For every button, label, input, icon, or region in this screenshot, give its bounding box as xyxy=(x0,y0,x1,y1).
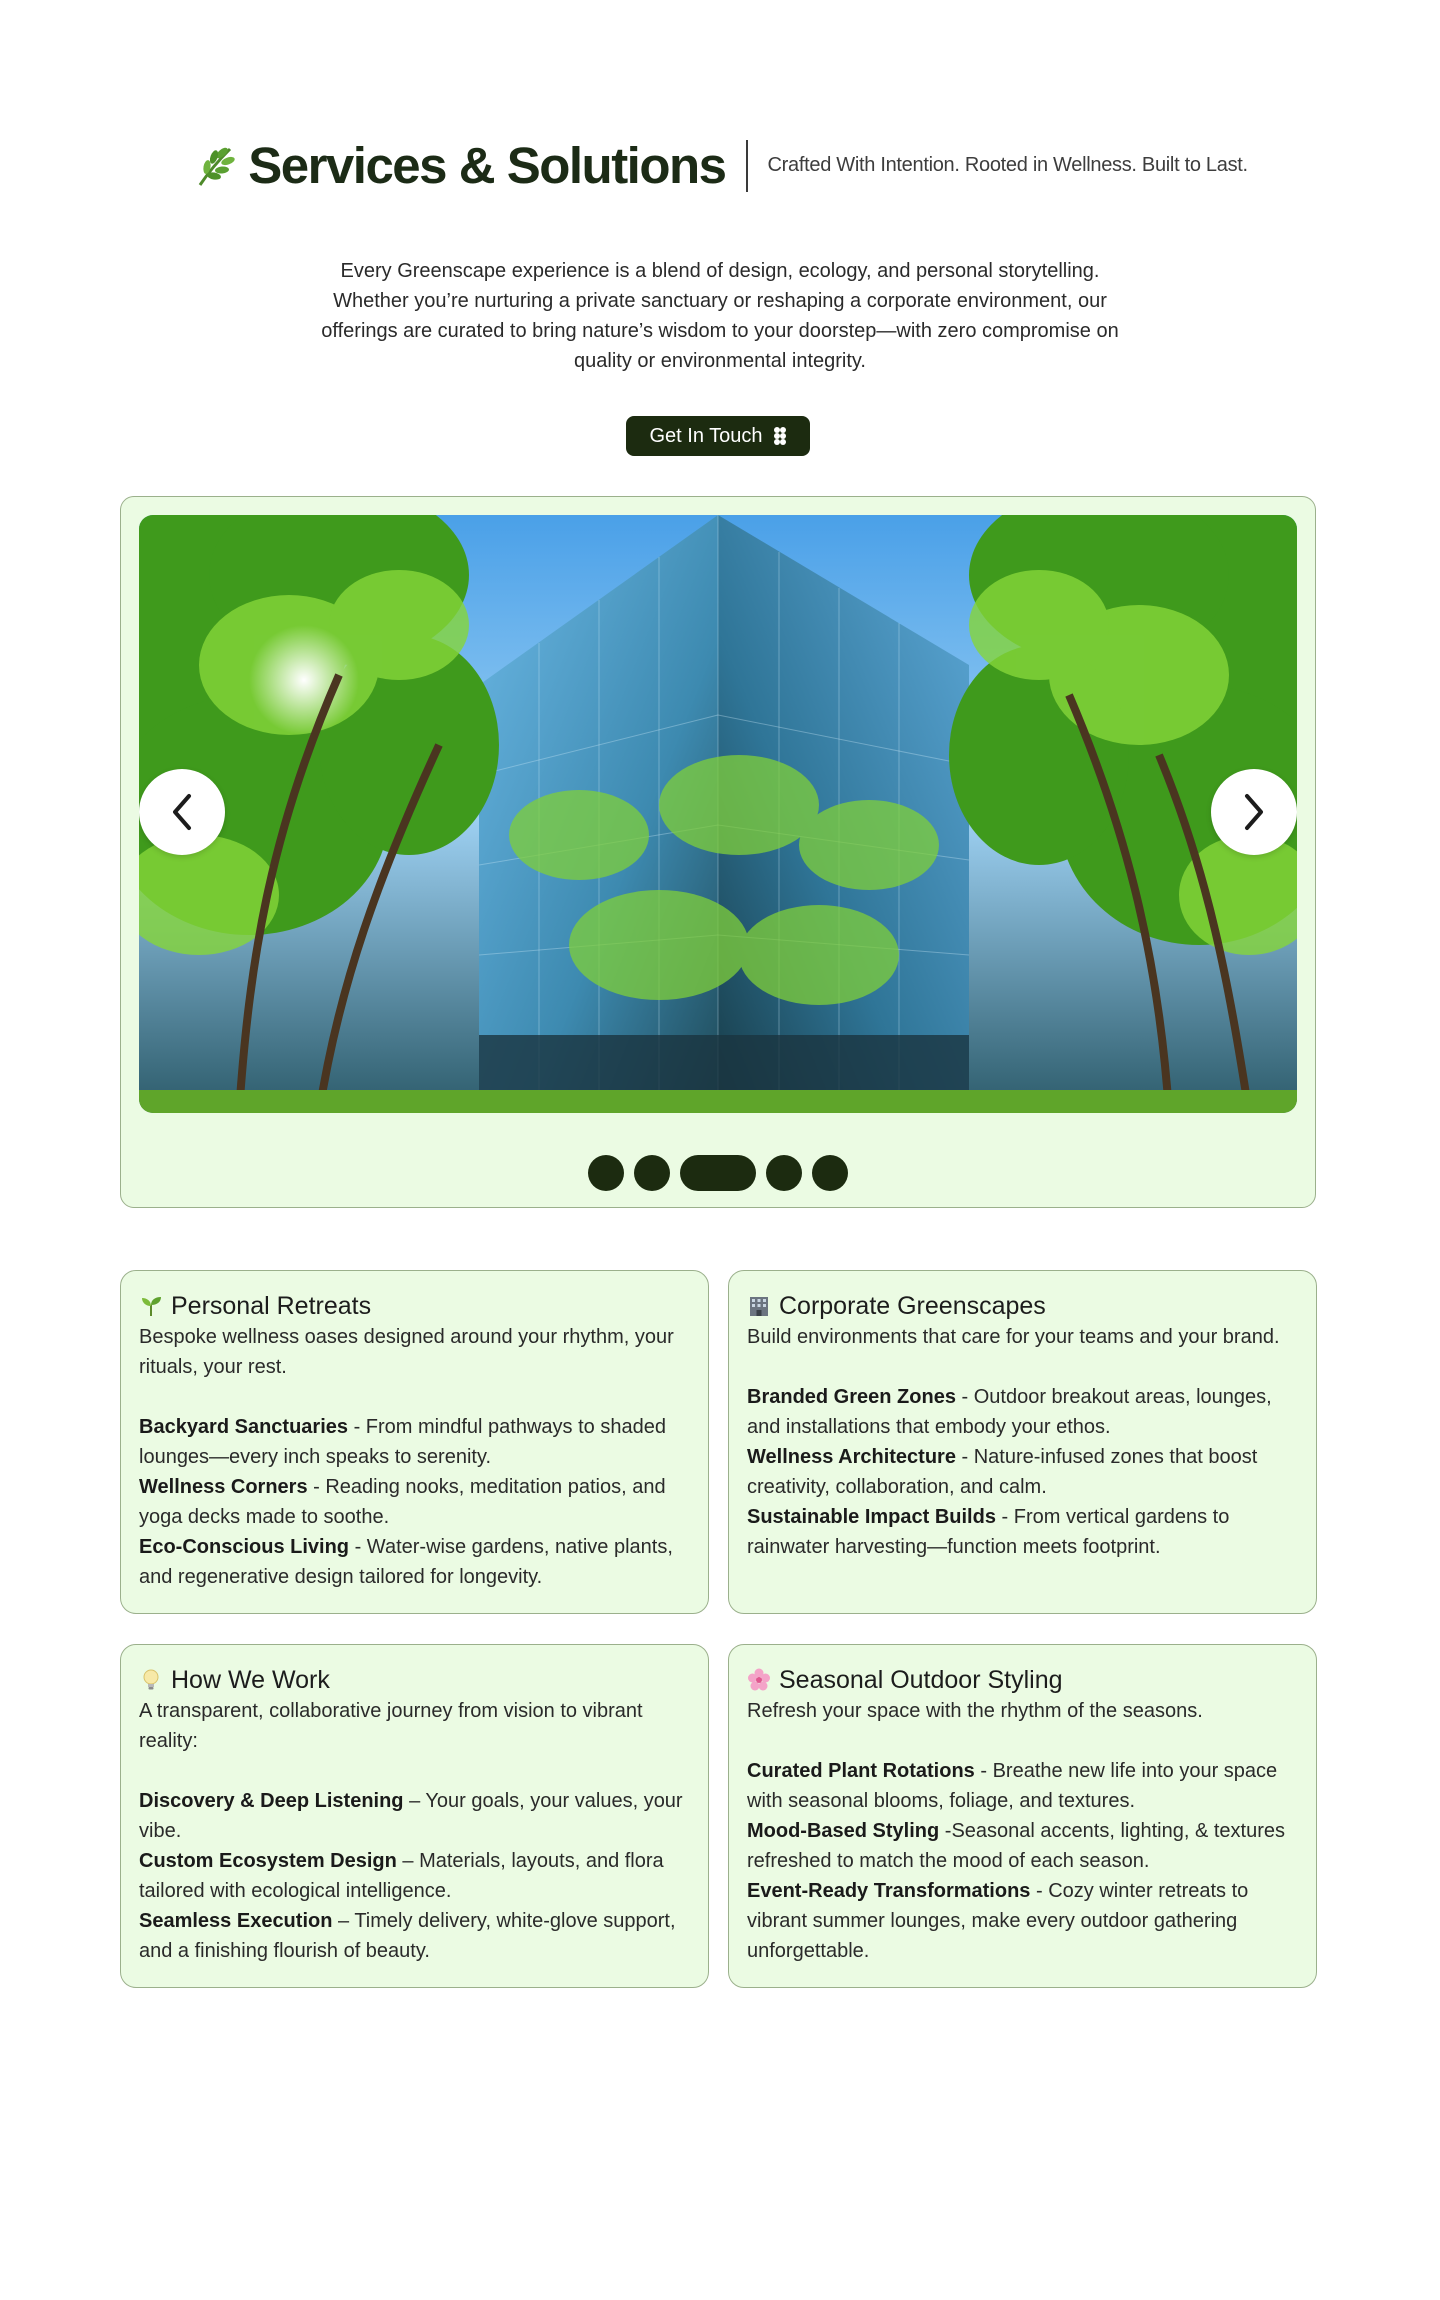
card-corporate-greenscapes xyxy=(728,1270,1317,1614)
card-feature-list xyxy=(139,1786,690,1966)
card-subtitle: Bespoke wellness oases designed around your rhythm, your rituals, your rest. xyxy=(139,1326,674,1378)
card-subtitle: Refresh your space with the rhythm of the seasons. xyxy=(747,1700,1203,1722)
title-divider xyxy=(746,140,748,192)
chevron-left-icon xyxy=(167,792,197,832)
card-subtitle: Build environments that care for your teams and your brand. xyxy=(747,1326,1280,1348)
list-item: Custom Ecosystem Design – Materials, layouts, and flora tailored with ecological intelligence. xyxy=(139,1850,664,1902)
light-bulb-icon xyxy=(139,1668,163,1692)
list-item: Event-Ready Transformations - Cozy winter retreats to vibrant summer lounges, make every outdoor gathering unforgettable. xyxy=(747,1880,1249,1962)
card-how-we-work xyxy=(120,1644,709,1988)
list-item: Mood-Based Styling -Seasonal accents, lighting, & textures refreshed to match the mood of each season. xyxy=(747,1820,1285,1872)
leaf-icon xyxy=(192,143,238,189)
carousel-dot-4[interactable] xyxy=(766,1155,802,1191)
card-title: Seasonal Outdoor Styling xyxy=(779,1665,1063,1694)
card-feature-list xyxy=(139,1412,690,1592)
list-item: Wellness Corners - Reading nooks, meditation patios, and yoga decks made to soothe. xyxy=(139,1476,666,1528)
tagline: Crafted With Intention. Rooted in Wellness. Built to Last. xyxy=(767,154,1248,176)
list-item: Discovery & Deep Listening – Your goals, your values, your vibe. xyxy=(139,1790,683,1842)
seedling-icon xyxy=(139,1294,163,1318)
page-header xyxy=(0,136,1440,195)
carousel-dot-2[interactable] xyxy=(634,1155,670,1191)
carousel-dot-5[interactable] xyxy=(812,1155,848,1191)
office-building-icon xyxy=(747,1294,771,1318)
card-feature-list xyxy=(747,1382,1298,1562)
carousel-dot-3-active[interactable] xyxy=(680,1155,756,1191)
list-item: Backyard Sanctuaries - From mindful pathways to shaded lounges—every inch speaks to serenity. xyxy=(139,1416,666,1468)
cherry-blossom-icon xyxy=(747,1668,771,1692)
card-title: Personal Retreats xyxy=(171,1291,372,1320)
carousel-dot-1[interactable] xyxy=(588,1155,624,1191)
card-seasonal-outdoor-styling xyxy=(728,1644,1317,1988)
page-title: Services & Solutions xyxy=(248,137,726,194)
chevron-right-icon xyxy=(1239,792,1269,832)
card-subtitle: A transparent, collaborative journey from vision to vibrant reality: xyxy=(139,1700,643,1752)
list-item: Wellness Architecture - Nature-infused zones that boost creativity, collaboration, and calm. xyxy=(747,1446,1258,1498)
card-title: Corporate Greenscapes xyxy=(779,1291,1046,1320)
dots-grid-icon xyxy=(773,426,787,446)
list-item: Eco-Conscious Living - Water-wise gardens, native plants, and regenerative design tailored for longevity. xyxy=(139,1536,673,1588)
list-item: Seamless Execution – Timely delivery, white-glove support, and a finishing flourish of beauty. xyxy=(139,1910,676,1962)
carousel-pagination xyxy=(121,1155,1315,1191)
intro-paragraph: Every Greenscape experience is a blend of design, ecology, and personal storytelling. Whether you’re nurturing a private sanctuary or reshaping a corporate environment, our offerings are curated to bring nature’s wisdom to your doorstep—with zero compromise on quality or environmental integrity. xyxy=(321,260,1119,372)
card-feature-list xyxy=(747,1756,1298,1966)
list-item: Curated Plant Rotations - Breathe new life into your space with seasonal blooms, foliage, and textures. xyxy=(747,1760,1278,1812)
list-item: Sustainable Impact Builds - From vertical gardens to rainwater harvesting—function meets footprint. xyxy=(747,1506,1230,1558)
title-group xyxy=(192,136,725,195)
card-title: How We Work xyxy=(171,1665,330,1694)
carousel-next-button[interactable] xyxy=(1211,769,1297,855)
get-in-touch-label: Get In Touch xyxy=(649,424,763,447)
card-personal-retreats xyxy=(120,1270,709,1614)
get-in-touch-button[interactable] xyxy=(626,416,810,456)
carousel-prev-button[interactable] xyxy=(139,769,225,855)
image-carousel xyxy=(120,496,1316,1208)
carousel-slide-image xyxy=(139,515,1297,1113)
list-item: Branded Green Zones - Outdoor breakout areas, lounges, and installations that embody your ethos. xyxy=(747,1386,1272,1438)
